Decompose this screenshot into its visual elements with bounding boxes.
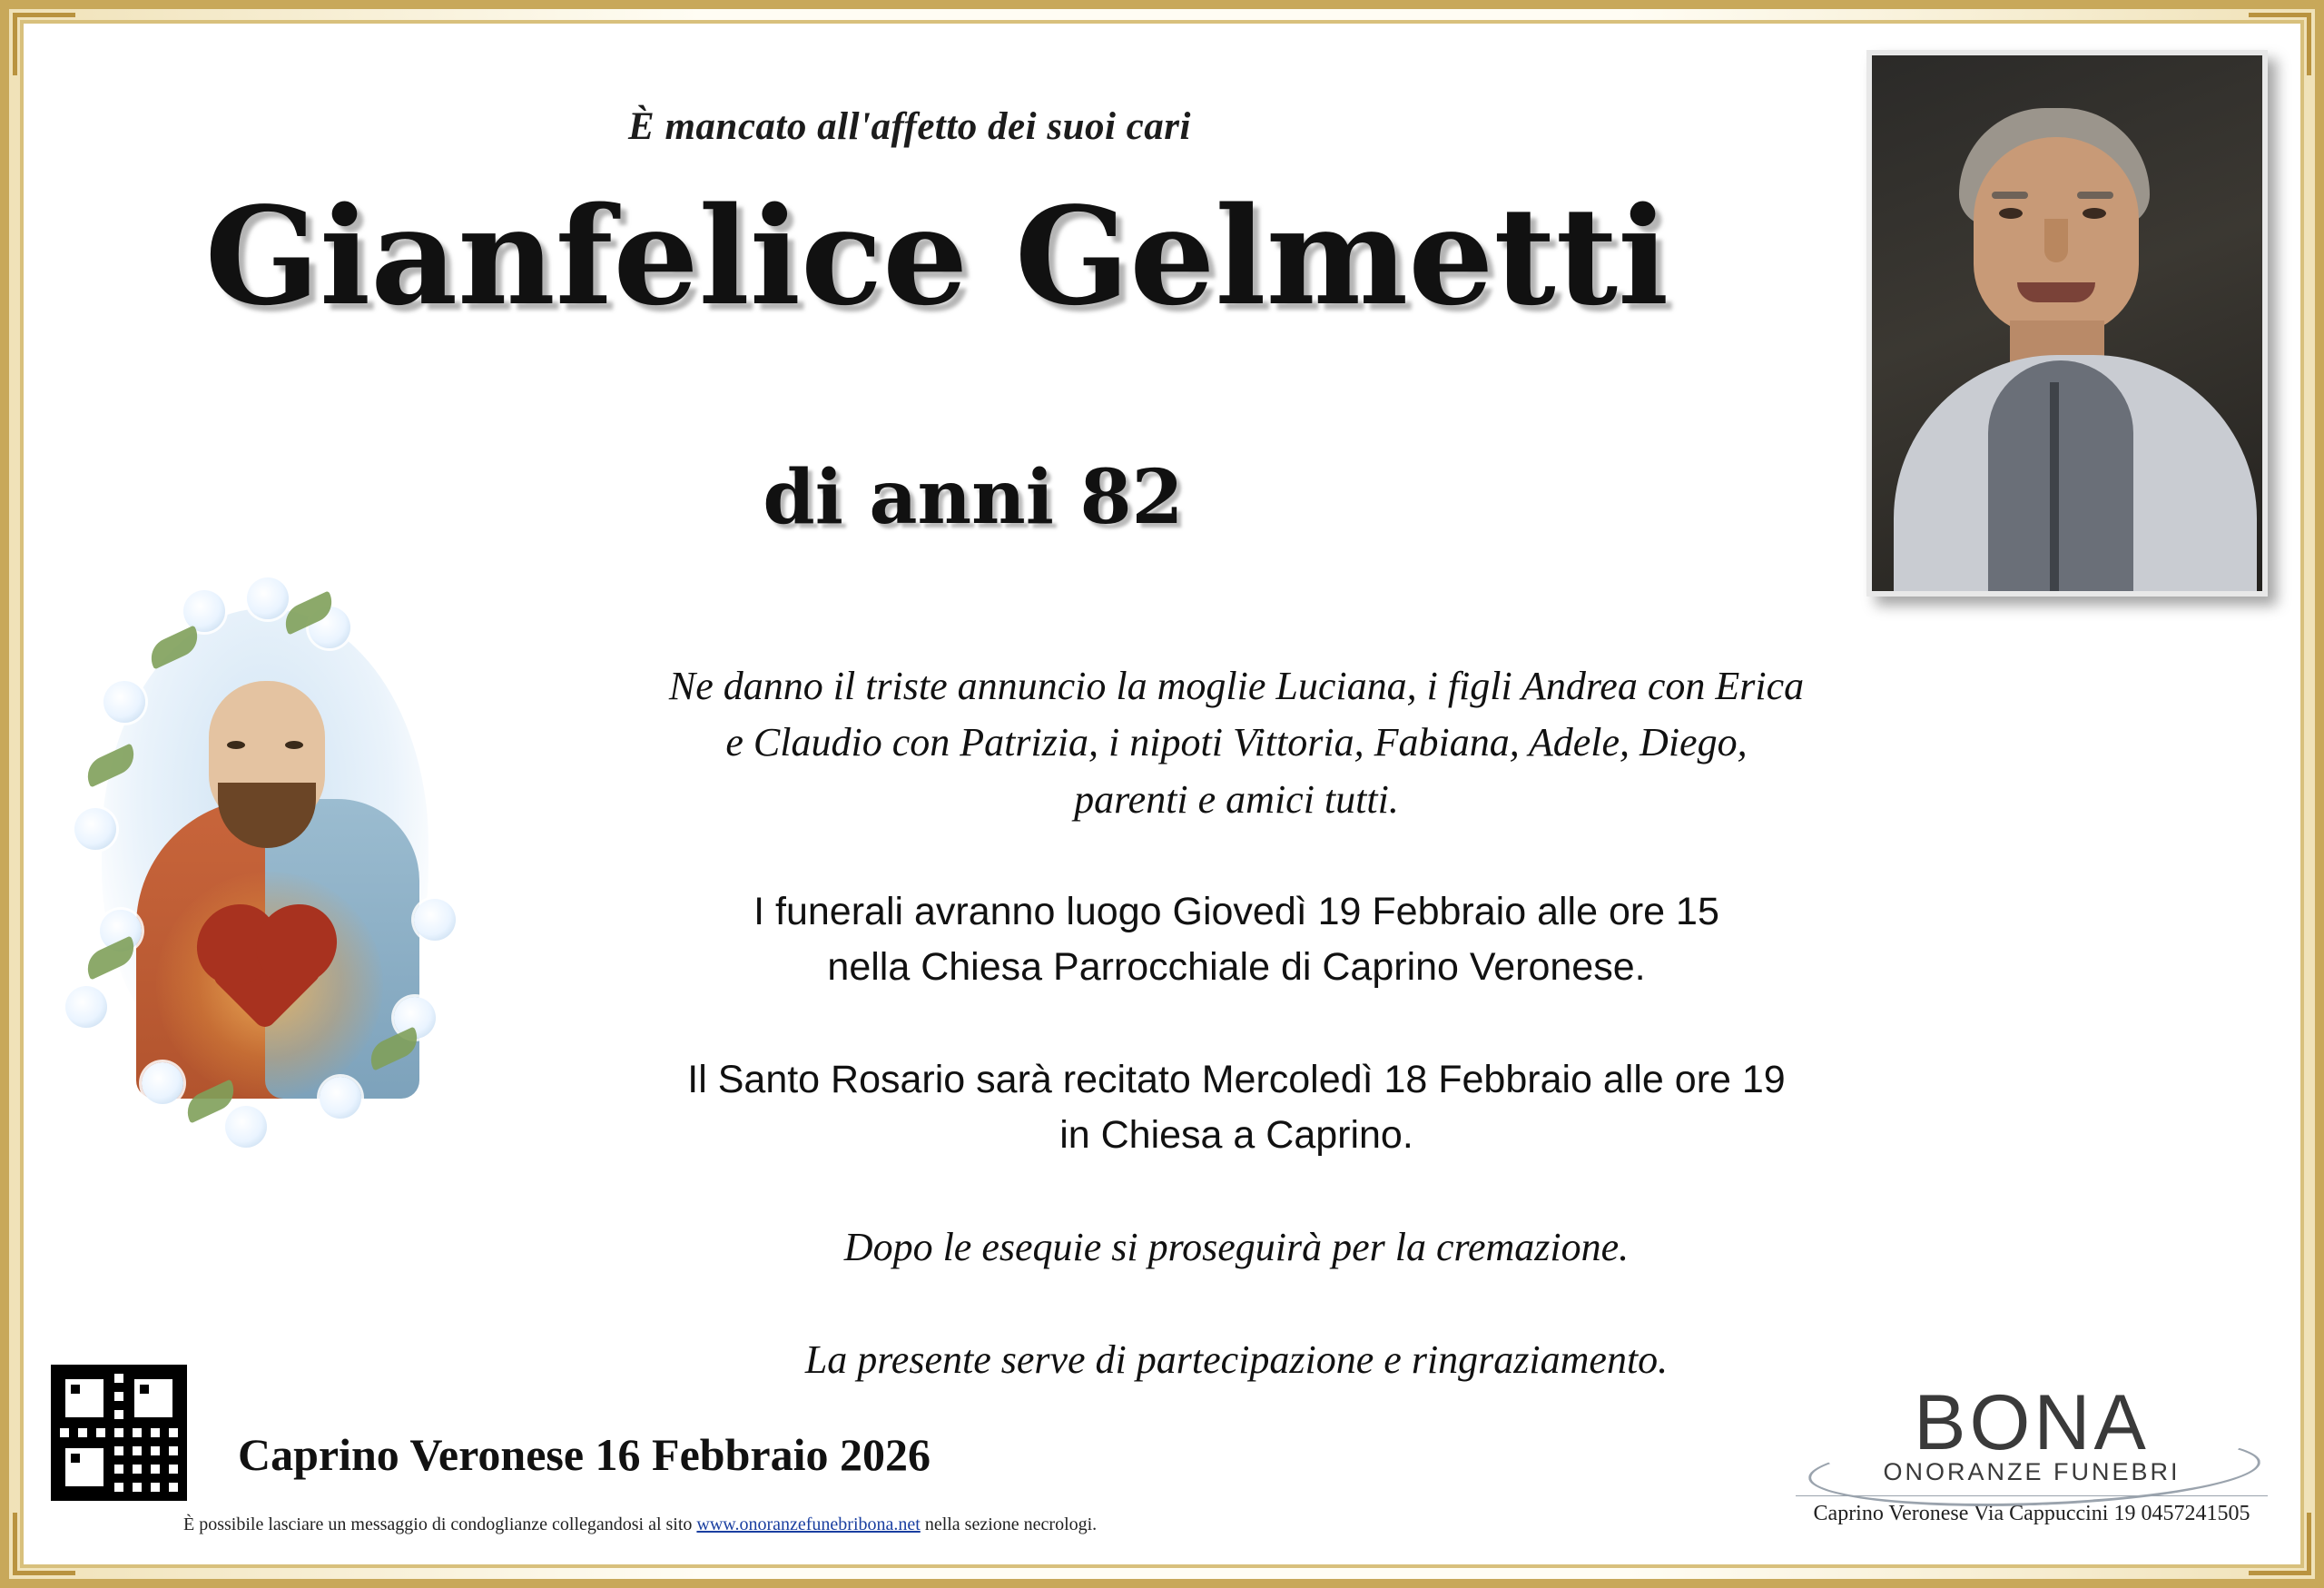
portrait-inner-collar bbox=[1988, 360, 2133, 597]
announcement-line-3: parenti e amici tutti. bbox=[1074, 776, 1399, 822]
portrait-illustration bbox=[1872, 55, 2262, 591]
portrait-eye-left bbox=[1999, 208, 2023, 219]
logo-subtitle: ONORANZE FUNEBRI bbox=[1883, 1458, 2181, 1485]
funeral-line-2: nella Chiesa Parrocchiale di Caprino Veronese. bbox=[827, 945, 1646, 990]
portrait-eye-right bbox=[2083, 208, 2106, 219]
qr-finder-top-right bbox=[125, 1370, 182, 1426]
condolences-note bbox=[183, 1514, 1364, 1535]
notice-content bbox=[47, 36, 2277, 1552]
qr-finder-top-left bbox=[56, 1370, 113, 1426]
sacred-heart-image bbox=[47, 572, 492, 1162]
announcement-line-2: e Claudio con Patrizia, i nipoti Vittoria, Fabiana, Adele, Diego, bbox=[725, 720, 1748, 765]
deceased-name: Gianfelice Gelmetti bbox=[204, 177, 1669, 335]
portrait-mouth bbox=[2017, 282, 2095, 302]
qr-finder-bottom-left bbox=[56, 1439, 113, 1495]
portrait-brow-left bbox=[1992, 192, 2028, 199]
portrait-zipper bbox=[2050, 382, 2059, 591]
qr-code[interactable] bbox=[47, 1361, 191, 1504]
flower-icon bbox=[65, 986, 107, 1028]
kicker-text: È mancato all'affetto dei suoi cari bbox=[628, 105, 1191, 148]
funeral-line-1: I funerali avranno luogo Giovedì 19 Febbraio alle ore 15 bbox=[753, 890, 1719, 934]
condolences-note-after: nella sezione necrologi. bbox=[920, 1514, 1098, 1534]
flower-icon bbox=[183, 590, 225, 632]
flower-icon bbox=[320, 1077, 361, 1119]
jesus-eye-left bbox=[227, 741, 245, 749]
flower-icon bbox=[142, 1062, 183, 1104]
funeral-home-logo bbox=[1796, 1379, 2268, 1526]
announcement-line-1: Ne danno il triste annuncio la moglie Luciana, i figli Andrea con Erica bbox=[668, 664, 1805, 708]
jesus-eye-right bbox=[285, 741, 303, 749]
closing-line: La presente serve di partecipazione e ringraziamento. bbox=[804, 1337, 1669, 1383]
notice-body bbox=[438, 658, 2035, 1422]
portrait-photo bbox=[1866, 50, 2268, 597]
portrait-brow-right bbox=[2077, 192, 2113, 199]
flower-icon bbox=[74, 808, 116, 850]
rosary-line-2: in Chiesa a Caprino. bbox=[1059, 1112, 1413, 1157]
flower-icon bbox=[225, 1106, 267, 1148]
portrait-nose bbox=[2044, 219, 2068, 262]
flower-icon bbox=[247, 577, 289, 619]
logo-address: Caprino Veronese Via Cappuccini 19 0457241505 bbox=[1796, 1495, 2268, 1526]
cremation-line: Dopo le esequie si proseguirà per la cremazione. bbox=[843, 1224, 1630, 1269]
flower-icon bbox=[103, 681, 145, 723]
logo-name: BONA bbox=[1914, 1379, 2150, 1466]
deceased-age: di anni 82 bbox=[763, 454, 1184, 541]
rosary-line-1: Il Santo Rosario sarà recitato Mercoledì 18 Febbraio alle ore 19 bbox=[687, 1057, 1786, 1101]
condolences-note-before: È possibile lasciare un messaggio di condoglianze collegandosi al sito bbox=[183, 1514, 697, 1534]
condolences-website-link[interactable]: www.onoranzefunebribona.net bbox=[696, 1514, 921, 1534]
place-and-date: Caprino Veronese 16 Febbraio 2026 bbox=[238, 1429, 931, 1480]
